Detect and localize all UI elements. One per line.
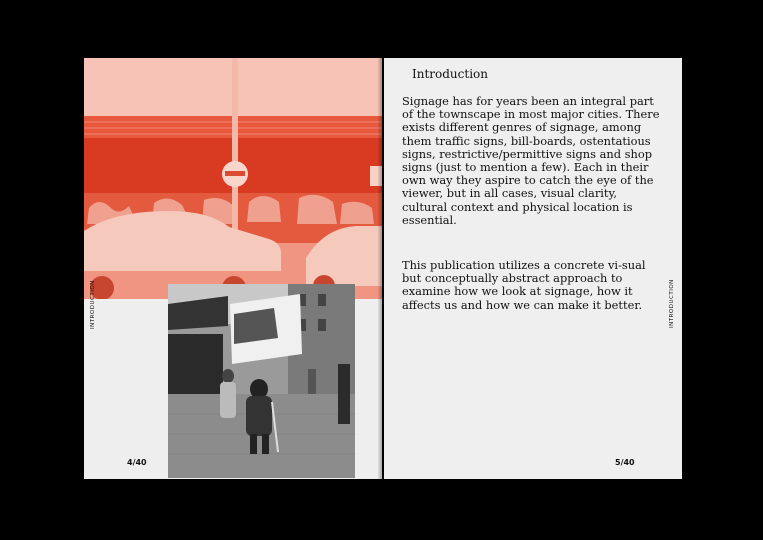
left-page-number: 4/40	[127, 458, 147, 467]
book-spread	[84, 58, 682, 479]
right-page-number: 5/40	[615, 458, 635, 467]
body-paragraph-1: Signage has for years been an integral part of the townscape in most major cities. There exists different genres of signage, among them traffic signs, bill-boards, ostentatious signs, restrictive/permittive signs and shop signs (just to mention a few). Each in their own way they aspire to catch the eye of the viewer, but in all cases, visual clarity, cultural context and physical location is essential.	[402, 94, 660, 227]
black-and-white-market-photo	[168, 284, 355, 478]
red-duotone-street-photo	[84, 58, 382, 299]
right-running-head: INTRODUCTION	[669, 279, 675, 328]
body-paragraph-2: This publication utilizes a concrete vi-sual but conceptually abstract approach to examine how we look at signage, how it affects us and how we can make it better.	[402, 258, 646, 312]
section-title: Introduction	[412, 67, 488, 81]
left-page	[84, 58, 382, 479]
left-running-head: INTRODUCTION	[90, 280, 96, 329]
right-page	[384, 58, 682, 479]
